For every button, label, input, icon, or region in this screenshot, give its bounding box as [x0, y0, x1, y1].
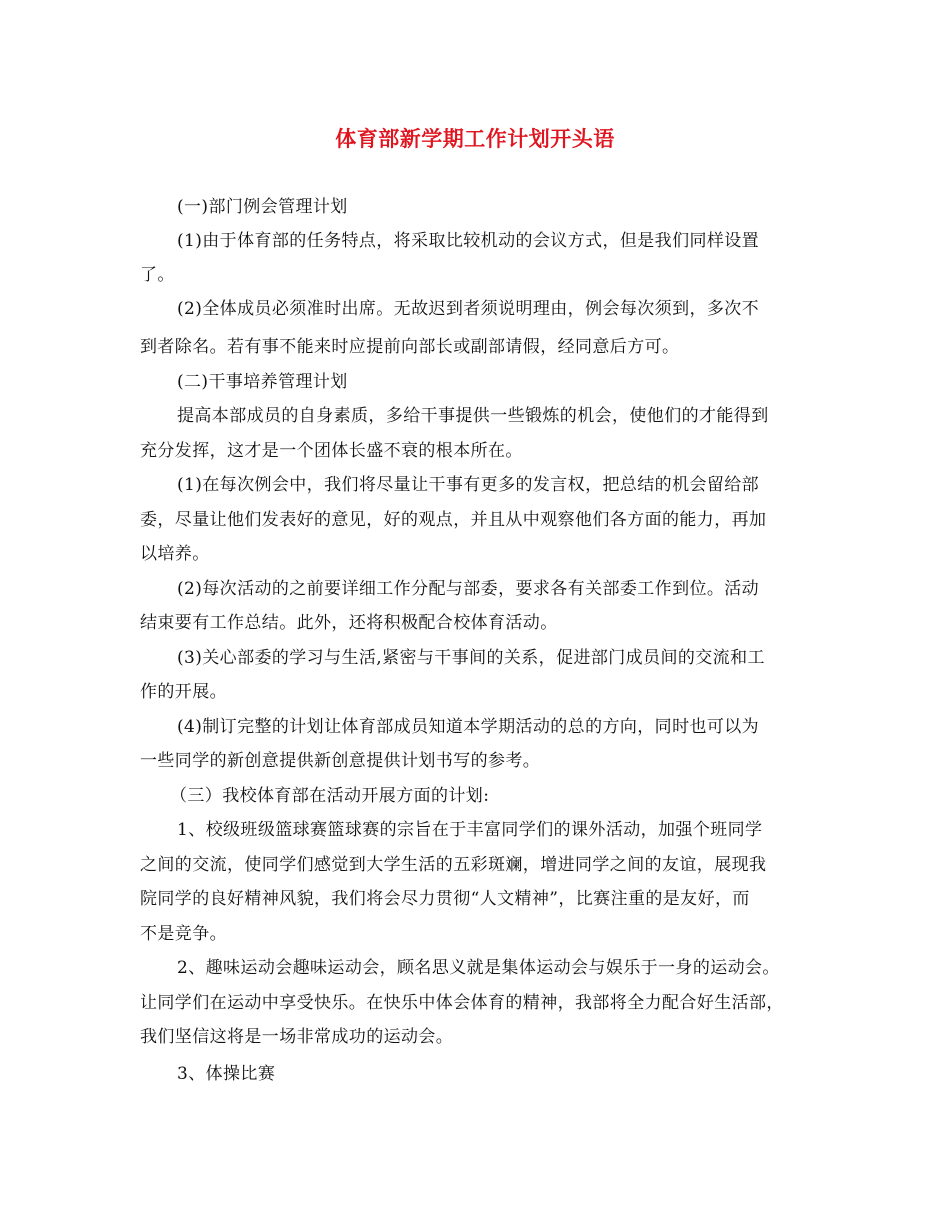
text-line: 之间的交流，使同学们感觉到大学生活的五彩斑斓，增进同学之间的友谊，展现我 [140, 855, 767, 875]
text-line: (2)全体成员必须准时出席。无故迟到者须说明理由，例会每次须到，多次不 [177, 299, 760, 319]
text-line: 结束要有工作总结。此外，还将积极配合校体育活动。 [140, 613, 558, 633]
text-line: (4)制订完整的计划让体育部成员知道本学期活动的总的方向，同时也可以为 [177, 717, 760, 737]
text-line: 了。 [140, 265, 175, 285]
text-line: 作的开展。 [140, 682, 227, 702]
text-line: (2)每次活动的之前要详细工作分配与部委，要求各有关部委工作到位。活动 [177, 579, 760, 599]
text-line: 3、体操比赛 [177, 1064, 276, 1084]
text-line: 我们坚信这将是一场非常成功的运动会。 [140, 1027, 454, 1047]
text-line: (一)部门例会管理计划 [177, 197, 348, 217]
text-line: 院同学的良好精神风貌，我们将会尽力贯彻“人文精神”，比赛注重的是友好，而 [140, 889, 750, 909]
text-line: 一些同学的新创意提供新创意提供计划书写的参考。 [140, 751, 541, 771]
text-line: (1)在每次例会中，我们将尽量让干事有更多的发言权，把总结的机会留给部 [177, 475, 760, 495]
text-line: 以培养。 [140, 544, 210, 564]
text-line: 2、趣味运动会趣味运动会，顾名思义就是集体运动会与娱乐于一身的运动会。 [177, 958, 780, 978]
text-line: （三）我校体育部在活动开展方面的计划: [170, 786, 490, 806]
text-line: 提高本部成员的自身素质，多给干事提供一些锻炼的机会，使他们的才能得到 [177, 406, 769, 426]
document-title: 体育部新学期工作计划开头语 [335, 126, 615, 151]
text-line: 充分发挥，这才是一个团体长盛不衰的根本所在。 [140, 441, 523, 461]
text-line: 到者除名。若有事不能来时应提前向部长或副部请假，经同意后方可。 [140, 337, 680, 357]
text-line: (1)由于体育部的任务特点，将采取比较机动的会议方式，但是我们同样设置 [177, 231, 760, 251]
text-line: 委，尽量让他们发表好的意见，好的观点，并且从中观察他们各方面的能力，再加 [140, 510, 767, 530]
text-line: (二)干事培养管理计划 [177, 372, 348, 392]
text-line: 1、校级班级篮球赛篮球赛的宗旨在于丰富同学们的课外活动，加强个班同学 [177, 820, 763, 840]
text-line: 不是竞争。 [140, 924, 227, 944]
text-line: (3)关心部委的学习与生活,紧密与干事间的关系，促进部门成员间的交流和工 [177, 648, 765, 668]
text-line: 让同学们在运动中享受快乐。在快乐中体会体育的精神，我部将全力配合好生活部， [140, 993, 784, 1013]
